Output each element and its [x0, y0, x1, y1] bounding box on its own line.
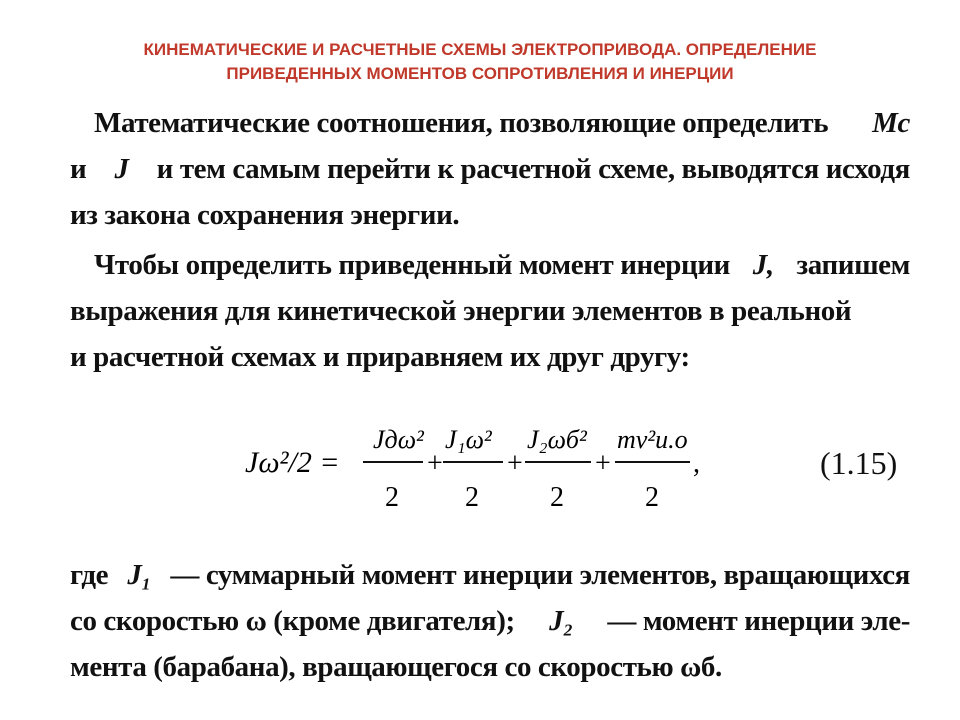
title-line-1: КИНЕМАТИЧЕСКИЕ И РАСЧЕТНЫЕ СХЕМЫ ЭЛЕКТРОПРИВОДА. ОПРЕДЕЛЕНИЕ	[143, 40, 817, 59]
formula-lhs: Jω²/2 =	[245, 446, 340, 479]
para2-line-1: Чтобы определить приведенный момент инерции	[94, 249, 730, 281]
para3-line-1-prefix: где	[70, 559, 109, 591]
symbol-j1: J₁	[127, 559, 152, 591]
para2-line-2: выражения для кинетической энергии элементов в реальной	[70, 295, 852, 327]
formula-term-1-denominator: 2	[385, 482, 399, 513]
plus-sign-1: +	[427, 448, 443, 479]
symbol-mc: Mc	[872, 107, 910, 139]
para3-line-2-end: — момент инерции эле-	[607, 605, 910, 637]
formula-1-15	[245, 410, 705, 520]
formula-comma: ,	[693, 448, 700, 479]
para3-line-1: — суммарный момент инерции элементов, вращающихся	[170, 559, 910, 591]
para2-line-1-end: запишем	[796, 249, 910, 281]
para3-line-2: со скоростью ω (кроме двигателя);	[70, 605, 515, 637]
formula-term-4-denominator: 2	[645, 482, 659, 513]
symbol-j-2: J,	[752, 249, 774, 281]
formula-term-1-numerator: Jдω²	[373, 425, 424, 454]
para1-line-2: и тем самым перейти к расчетной схеме, выводятся исходя	[156, 153, 910, 185]
plus-sign-2: +	[507, 448, 523, 479]
equation-number: (1.15)	[820, 445, 898, 481]
paragraph-2	[70, 242, 910, 380]
para1-line-1: Математические соотношения, позволяющие определить	[94, 107, 829, 139]
plus-sign-3: +	[595, 448, 611, 479]
symbol-j: J	[114, 153, 129, 185]
symbol-j2: J₂	[549, 605, 573, 637]
paragraph-1	[70, 100, 910, 238]
slide-title	[40, 38, 920, 86]
paragraph-3	[70, 552, 910, 690]
formula-term-3-denominator: 2	[550, 482, 564, 513]
formula-term-2-numerator: J₁ω²	[445, 425, 492, 454]
para3-line-3: мента (барабана), вращающегося со скоростью ωб.	[70, 651, 722, 683]
title-line-2: ПРИВЕДЕННЫХ МОМЕНТОВ СОПРОТИВЛЕНИЯ И ИНЕРЦИИ	[226, 64, 734, 83]
para1-line-2-prefix: и	[70, 153, 87, 185]
formula-term-2-denominator: 2	[465, 482, 479, 513]
formula-term-4-numerator: mv²и.о	[617, 425, 688, 454]
para1-line-3: из закона сохранения энергии.	[70, 199, 460, 231]
para2-line-3: и расчетной схемах и приравняем их друг другу:	[70, 341, 690, 373]
formula-term-3-numerator: J₂ωб²	[527, 425, 587, 454]
